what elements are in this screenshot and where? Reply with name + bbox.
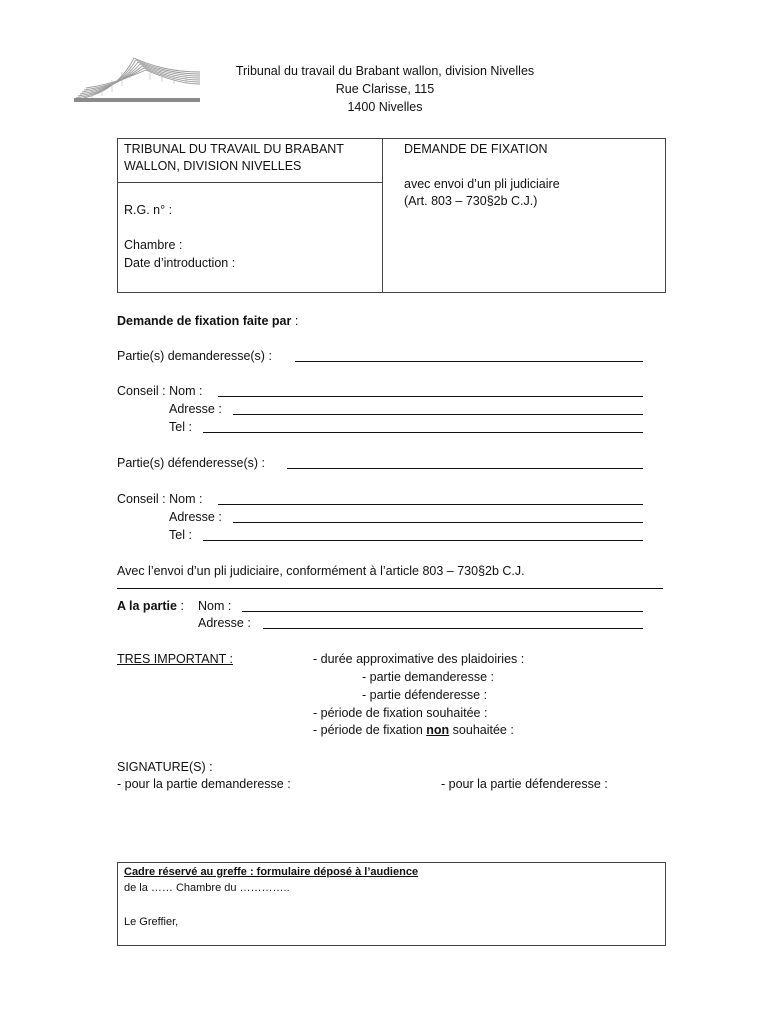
counsel-tel-field[interactable] (203, 432, 643, 433)
period-wanted-label: - période de fixation souhaitée : (313, 706, 488, 720)
box-date-intro-label: Date d’introduction : (124, 256, 236, 270)
counsel2-address-field[interactable] (233, 522, 643, 523)
box-demand-title: DEMANDE DE FIXATION (404, 142, 548, 156)
to-name-label: Nom : (198, 599, 232, 613)
to-party-label (117, 597, 184, 615)
header-court-name: Tribunal du travail du Brabant wallon, division Nivelles (235, 64, 535, 78)
header-street: Rue Clarisse, 115 (335, 82, 435, 96)
counsel-name-field[interactable] (218, 396, 643, 397)
counsel2-name-label: Conseil : Nom : (117, 492, 203, 506)
box-chambre-label: Chambre : (124, 238, 183, 252)
to-party-colon: : (176, 599, 184, 613)
counsel-address-label: Adresse : (169, 402, 222, 416)
plaintiff-label: Partie(s) demanderesse(s) : (117, 349, 272, 363)
registry-clerk-line: Le Greffier, (124, 916, 179, 928)
to-name-field[interactable] (242, 611, 643, 612)
plaintiff-field[interactable] (295, 361, 643, 362)
sending-notice: Avec l’envoi d’un pli judiciaire, conformément à l’article 803 – 730§2b C.J. (117, 564, 525, 578)
counsel-name-label: Conseil : Nom : (117, 384, 203, 398)
section-separator (117, 588, 663, 589)
counsel-address-field[interactable] (233, 414, 643, 415)
to-party-text: A la partie (117, 599, 177, 613)
to-address-field[interactable] (263, 628, 643, 629)
to-address-label: Adresse : (198, 616, 251, 630)
counsel2-name-field[interactable] (218, 504, 643, 505)
court-address-header (150, 62, 620, 116)
header-city: 1400 Nivelles (347, 100, 423, 114)
important-label: TRES IMPORTANT : (117, 652, 233, 666)
signature-title: SIGNATURE(S) : (117, 760, 213, 774)
registry-title: Cadre réservé au greffe : formulaire déposé à l’audience (124, 866, 419, 878)
made-by-colon: : (291, 314, 299, 328)
counsel-tel-label: Tel : (169, 420, 192, 434)
period-not-word: non (426, 723, 450, 737)
box-court-line2: WALLON, DIVISION NIVELLES (124, 159, 302, 173)
box-divider-horizontal (117, 182, 382, 183)
box-demand-line2: (Art. 803 – 730§2b C.J.) (404, 194, 538, 208)
defendant-label: Partie(s) défenderesse(s) : (117, 456, 265, 470)
period-not-prefix: - période de fixation (313, 723, 427, 737)
period-not-wanted-label (313, 721, 514, 739)
box-demand-line1: avec envoi d’un pli judiciaire (404, 177, 560, 191)
box-rg-label: R.G. n° : (124, 203, 173, 217)
registry-chamber-line: de la …… Chambre du ………….. (124, 882, 290, 894)
signature-defendant: - pour la partie défenderesse : (441, 777, 608, 791)
defendant-party-label: - partie défenderesse : (362, 688, 488, 702)
period-not-suffix: souhaitée : (449, 723, 514, 737)
counsel2-tel-label: Tel : (169, 528, 192, 542)
box-court-line1: TRIBUNAL DU TRAVAIL DU BRABANT (124, 142, 344, 156)
signature-plaintiff: - pour la partie demanderesse : (117, 777, 291, 791)
duration-label: - durée approximative des plaidoiries : (313, 652, 525, 666)
defendant-field[interactable] (287, 468, 643, 469)
counsel2-tel-field[interactable] (203, 540, 643, 541)
made-by-label: Demande de fixation faite par (117, 314, 292, 328)
made-by-heading (117, 312, 298, 330)
counsel2-address-label: Adresse : (169, 510, 222, 524)
box-divider-vertical (382, 138, 383, 293)
plaintiff-party-label: - partie demanderesse : (362, 670, 495, 684)
